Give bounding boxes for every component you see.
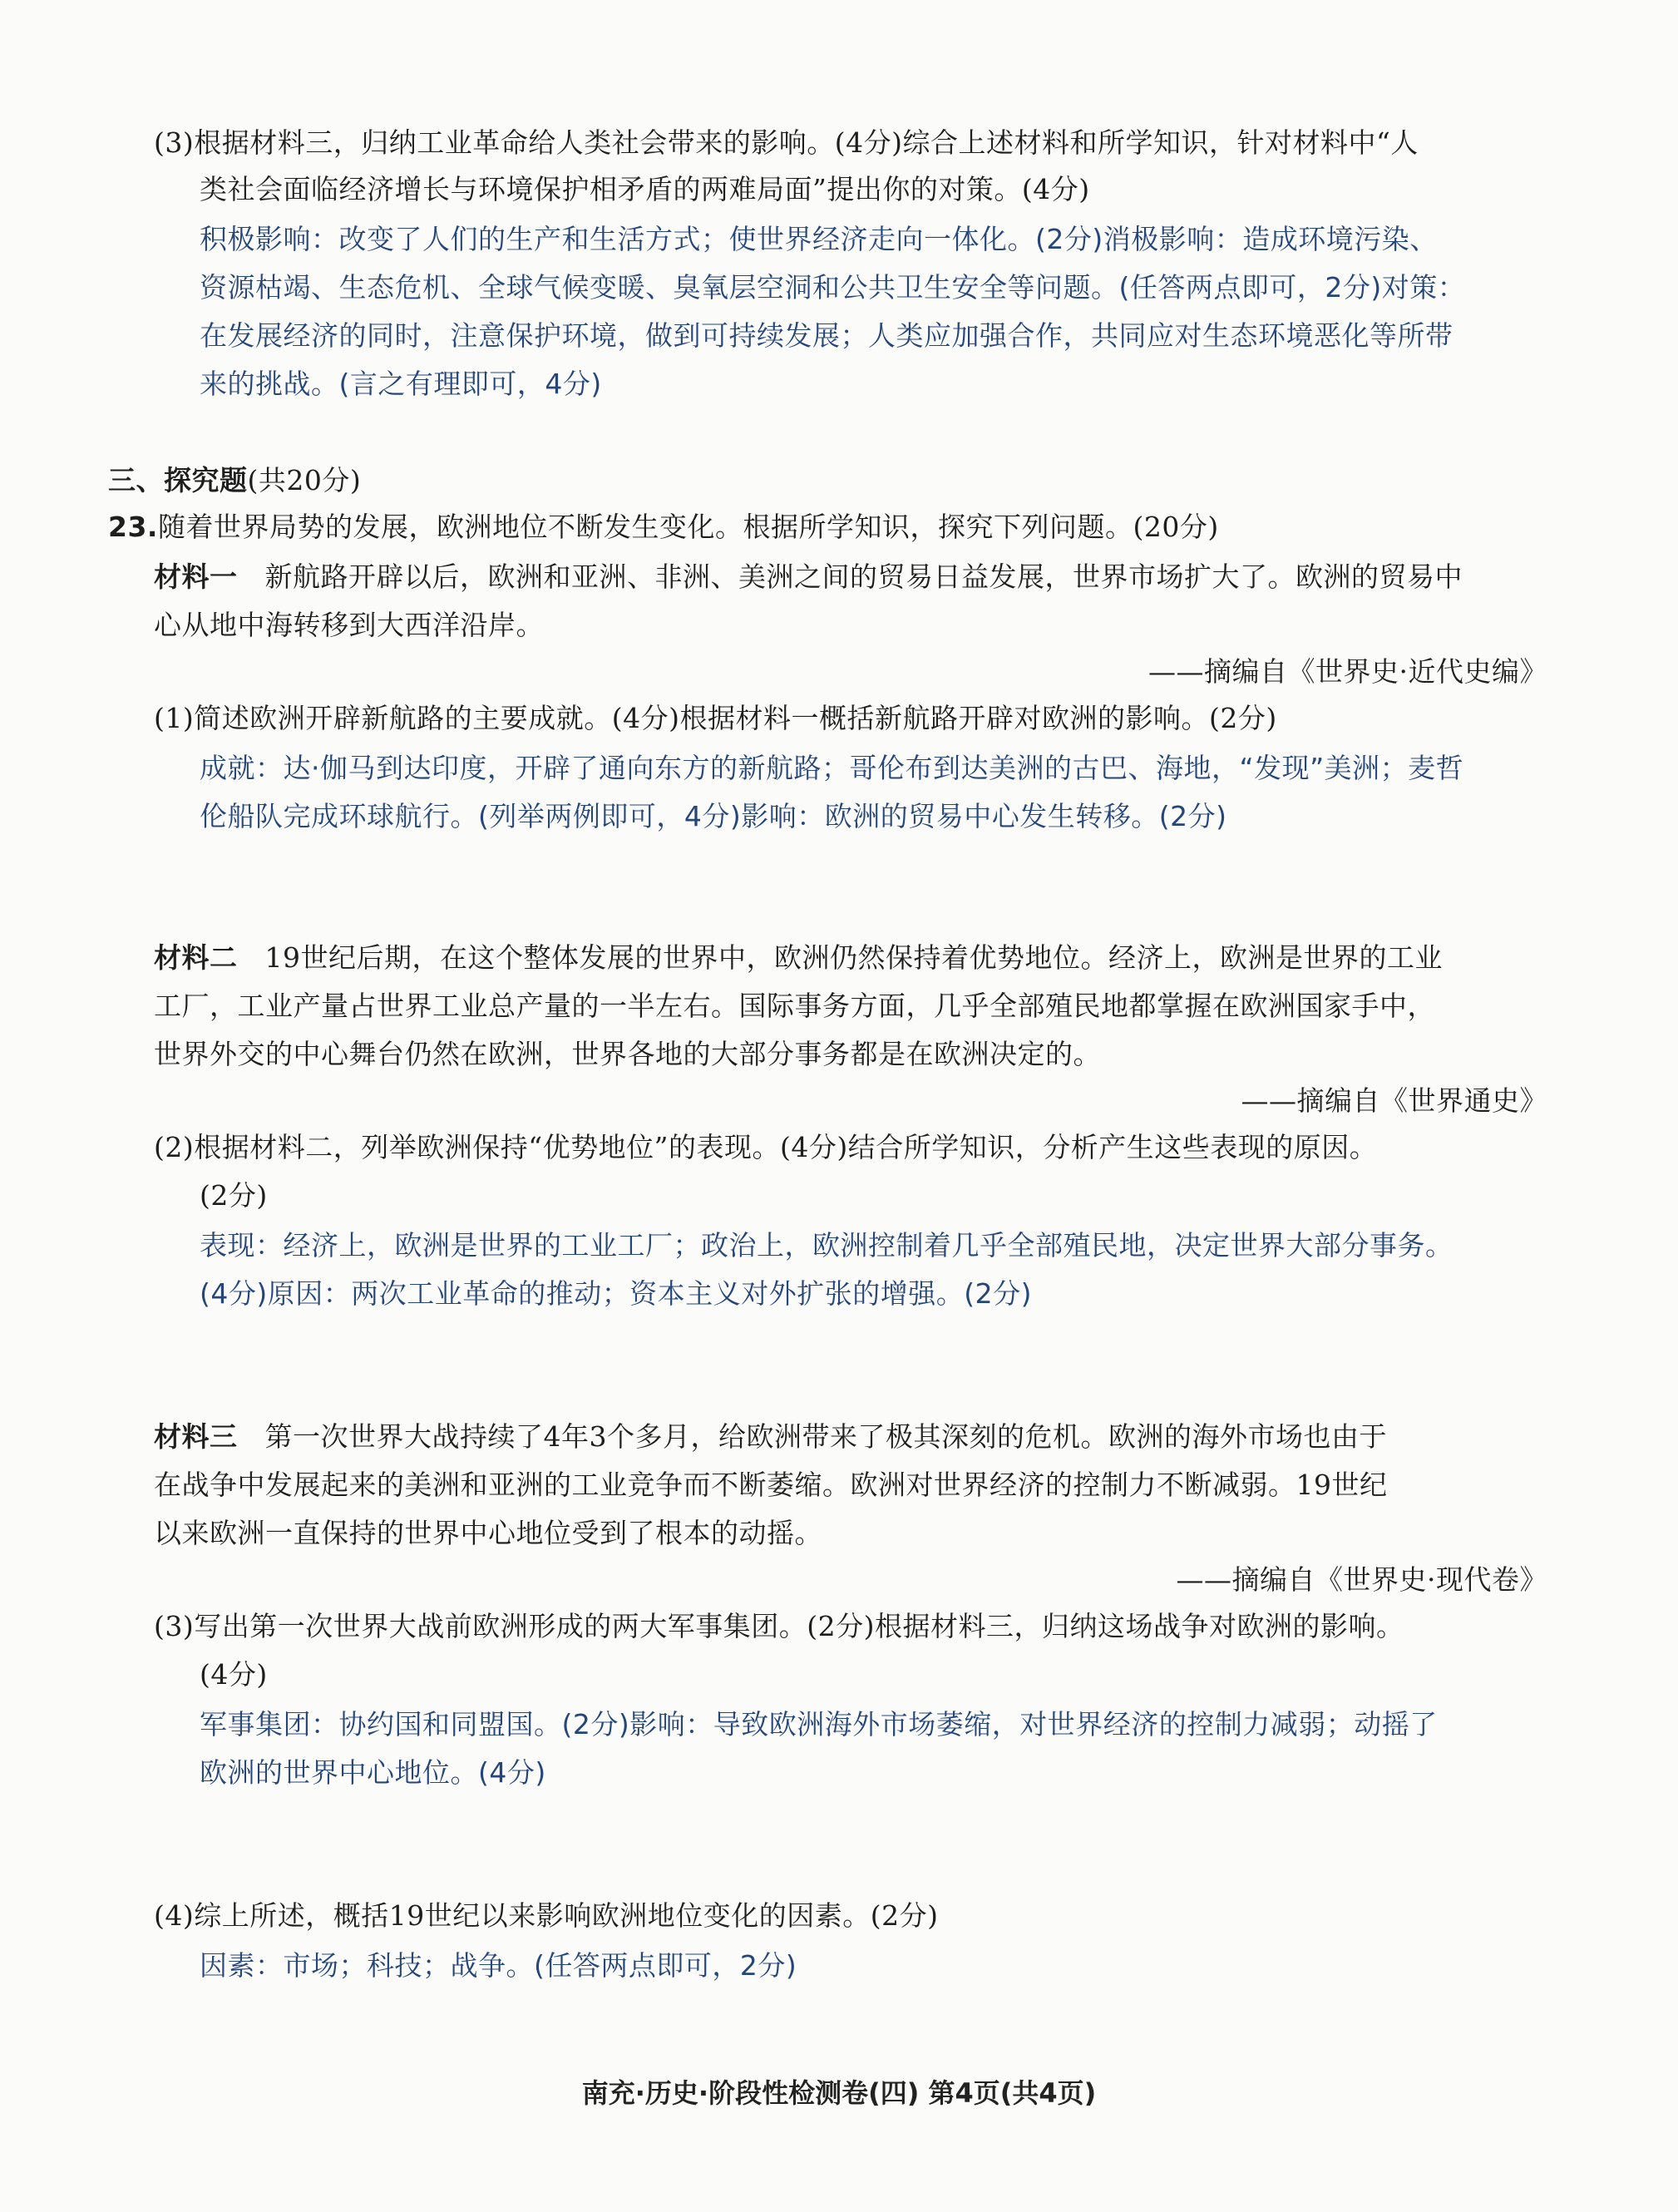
q23-part3-answer-line1: 军事集团：协约国和同盟国。(2分)影响：导致欧洲海外市场萎缩，对世界经济的控制力减弱；动摇了 <box>200 1708 1438 1740</box>
q23-part2-answer-line2: (4分)原因：两次工业革命的推动；资本主义对外扩张的增强。(2分) <box>200 1277 1032 1310</box>
material2-line2: 工厂，工业产量占世界工业总产量的一半左右。国际事务方面，几乎全部殖民地都掌握在欧洲国家手中， <box>154 990 1435 1022</box>
section-title: 三、探究题 <box>108 464 248 496</box>
material3-source: ——摘编自《世界史·现代卷》 <box>1176 1563 1547 1596</box>
q22-answer-line4: 来的挑战。(言之有理即可，4分) <box>200 368 602 400</box>
material2-label: 材料二 <box>154 941 238 974</box>
material1-text1: 新航路开辟以后，欧洲和亚洲、非洲、美洲之间的贸易日益发展，世界市场扩大了。欧洲的贸易中 <box>264 560 1463 593</box>
q23-part2-answer-line1: 表现：经济上，欧洲是世界的工业工厂；政治上，欧洲控制着几乎全部殖民地，决定世界大部分事务。 <box>200 1229 1453 1262</box>
q23-part4-answer: 因素：市场；科技；战争。(任答两点即可，2分) <box>200 1949 797 1982</box>
q22-part3-line2: 类社会面临经济增长与环境保护相矛盾的两难局面”提出你的对策。(4分) <box>200 173 1090 205</box>
section-heading <box>108 462 361 499</box>
material3-line3: 以来欧洲一直保持的世界中心地位受到了根本的动摇。 <box>154 1517 822 1549</box>
q23-part1: (1)简述欧洲开辟新航路的主要成就。(4分)根据材料一概括新航路开辟对欧洲的影响。(2分) <box>154 702 1277 734</box>
q23-part2-line2: (2分) <box>200 1179 268 1212</box>
q23-part3-answer-line2: 欧洲的世界中心地位。(4分) <box>200 1756 546 1789</box>
q22-answer-line2: 资源枯竭、生态危机、全球气候变暖、臭氧层空洞和公共卫生安全等问题。(任答两点即可，2分)对策： <box>200 271 1466 304</box>
q23-stem-line <box>108 509 1219 546</box>
q23-number: 23. <box>108 511 158 543</box>
material1-label: 材料一 <box>154 560 238 593</box>
q22-part3-line1: (3)根据材料三，归纳工业革命给人类社会带来的影响。(4分)综合上述材料和所学知识，针对材料中“人 <box>154 126 1419 159</box>
q22-answer-line3: 在发展经济的同时，注意保护环境，做到可持续发展；人类应加强合作，共同应对生态环境恶化等所带 <box>200 319 1453 352</box>
section-score: (共20分) <box>247 464 362 496</box>
material1-source: ——摘编自《世界史·近代史编》 <box>1148 655 1547 688</box>
q23-stem: 随着世界局势的发展，欧洲地位不断发生变化。根据所学知识，探究下列问题。(20分) <box>157 511 1219 543</box>
material3-label: 材料三 <box>154 1420 238 1453</box>
q23-part1-answer-line2: 伦船队完成环球航行。(列举两例即可，4分)影响：欧洲的贸易中心发生转移。(2分) <box>200 800 1227 832</box>
page-footer: 南充·历史·阶段性检测卷(四) 第4页(共4页) <box>581 2077 1097 2109</box>
q23-part2-line1: (2)根据材料二，列举欧洲保持“优势地位”的表现。(4分)结合所学知识，分析产生这些表现的原因。 <box>154 1131 1378 1163</box>
q22-answer-line1: 积极影响：改变了人们的生产和生活方式；使世界经济走向一体化。(2分)消极影响：造成环境污染、 <box>200 223 1438 255</box>
q23-part4: (4)综上所述，概括19世纪以来影响欧洲地位变化的因素。(2分) <box>154 1899 939 1932</box>
q23-part3-line1: (3)写出第一次世界大战前欧洲形成的两大军事集团。(2分)根据材料三，归纳这场战争对欧洲的影响。 <box>154 1610 1404 1642</box>
material2-source: ——摘编自《世界通史》 <box>1241 1084 1547 1117</box>
material2-text1: 19世纪后期，在这个整体发展的世界中，欧洲仍然保持着优势地位。经济上，欧洲是世界的工业 <box>264 941 1443 974</box>
material1-line2: 心从地中海转移到大西洋沿岸。 <box>154 609 544 641</box>
material1-line1 <box>154 559 1463 595</box>
q23-part3-line2: (4分) <box>200 1658 268 1691</box>
q23-part1-answer-line1: 成就：达·伽马到达印度，开辟了通向东方的新航路；哥伦布到达美洲的古巴、海地，“发现”美洲；麦哲 <box>200 752 1464 784</box>
material3-text1: 第一次世界大战持续了4年3个多月，给欧洲带来了极其深刻的危机。欧洲的海外市场也由于 <box>264 1420 1387 1453</box>
material2-line1 <box>154 940 1443 976</box>
material2-line3: 世界外交的中心舞台仍然在欧洲，世界各地的大部分事务都是在欧洲决定的。 <box>154 1038 1101 1070</box>
material3-line2: 在战争中发展起来的美洲和亚洲的工业竞争而不断萎缩。欧洲对世界经济的控制力不断减弱。19世纪 <box>154 1469 1388 1501</box>
material3-line1 <box>154 1419 1387 1455</box>
